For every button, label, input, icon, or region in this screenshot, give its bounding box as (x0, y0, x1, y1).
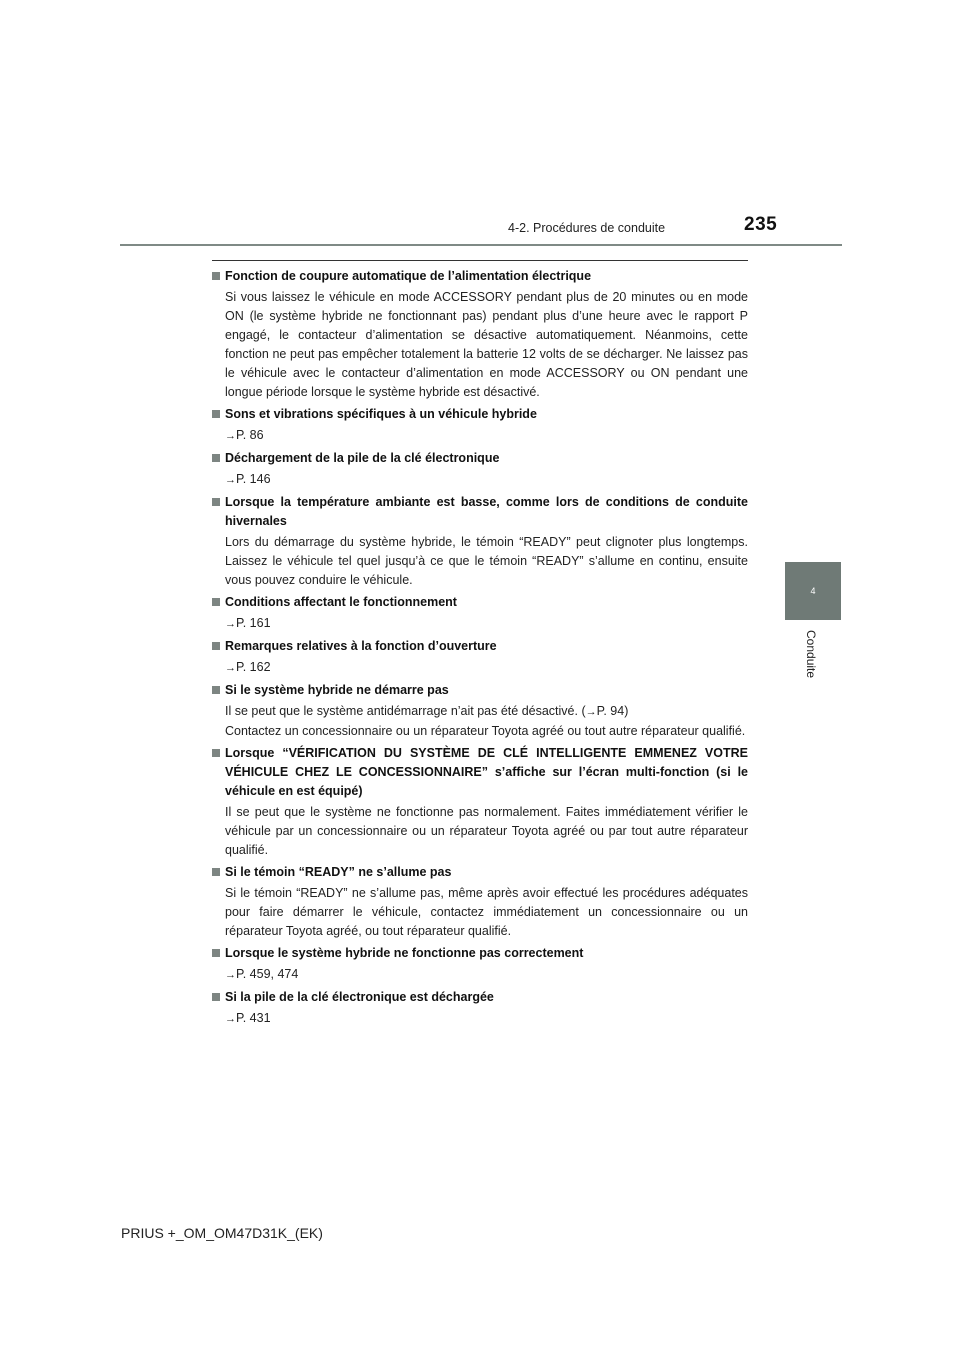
page-reference: →P. 162 (225, 660, 271, 674)
section-key-battery-discharge (212, 449, 748, 490)
arrow-right-icon: → (225, 618, 236, 630)
square-bullet-icon (212, 686, 220, 694)
arrow-right-icon: → (225, 430, 236, 442)
page-reference: →P. 146 (225, 472, 271, 486)
main-content (212, 267, 748, 1032)
section-title: Conditions affectant le fonctionnement (212, 593, 748, 612)
section-body: Si vous laissez le véhicule en mode ACCESSORY pendant plus de 20 minutes ou en mode ON (le système hybride ne fonctionnant pas) pendant plus d’une heure avec le rapport P engagé, le contacteur d’alimentation se désactive automatiquement. Néanmoins, cette fonction ne peut pas empêcher totalement la batterie 12 volts de se décharger. Ne laissez pas le véhicule avec le contacteur d’alimentation en mode ACCESSORY ou ON pendant une longue période lorsque le système hybride est désactivé. (225, 290, 748, 399)
square-bullet-icon (212, 949, 220, 957)
section-title: Remarques relatives à la fonction d’ouverture (212, 637, 748, 656)
page-reference: →P. 459, 474 (225, 967, 299, 981)
square-bullet-icon (212, 272, 220, 280)
page-reference: →P. 431 (225, 1011, 271, 1025)
arrow-right-icon: → (225, 474, 236, 486)
section-unlock-remarks (212, 637, 748, 678)
section-ready-not-lit (212, 863, 748, 941)
section-body: Il se peut que le système antidémarrage n’ait pas été désactivé. (→P. 94) (225, 704, 629, 718)
page-number: 235 (744, 214, 778, 235)
arrow-right-icon: → (585, 706, 597, 718)
section-hybrid-malfunction (212, 944, 748, 985)
section-title: Lorsque la température ambiante est basse, comme lors de conditions de conduite hivernales (212, 493, 748, 531)
arrow-right-icon: → (225, 662, 236, 674)
section-title: Si la pile de la clé électronique est déchargée (212, 988, 748, 1007)
arrow-right-icon: → (225, 969, 236, 981)
section-title: Sons et vibrations spécifiques à un véhicule hybride (212, 405, 748, 424)
section-low-temperature (212, 493, 748, 590)
section-body: Il se peut que le système ne fonctionne pas normalement. Faites immédiatement vérifier le véhicule par un concessionnaire ou un réparateur Toyota agréé ou par tout autre réparateur qualifié. (225, 805, 748, 857)
section-title: Lorsque “VÉRIFICATION DU SYSTÈME DE CLÉ INTELLIGENTE EMMENEZ VOTRE VÉHICULE CHEZ LE CONCESSIONNAIRE” s’affiche sur l’écran multi-fonction (si le véhicule en est équipé) (212, 744, 748, 801)
section-title: Si le système hybride ne démarre pas (212, 681, 748, 700)
section-smart-key-check (212, 744, 748, 860)
square-bullet-icon (212, 454, 220, 462)
content-top-rule (212, 260, 748, 261)
section-body: Si le témoin “READY” ne s’allume pas, même après avoir effectué les procédures adéquates pour faire démarrer le véhicule, contactez immédiatement un concessionnaire ou un réparateur Toyota agréé, ou tout réparateur qualifié. (225, 886, 748, 938)
section-title: Si le témoin “READY” ne s’allume pas (212, 863, 748, 882)
chapter-label (784, 630, 842, 690)
square-bullet-icon (212, 498, 220, 506)
square-bullet-icon (212, 410, 220, 418)
chapter-tab (785, 562, 841, 620)
section-operating-conditions (212, 593, 748, 634)
square-bullet-icon (212, 868, 220, 876)
header-section-title: 4-2. Procédures de conduite (508, 221, 666, 235)
chapter-number: 4 (810, 586, 816, 596)
section-hybrid-sounds (212, 405, 748, 446)
page-reference: →P. 86 (225, 428, 264, 442)
chapter-label-text: Conduite (804, 630, 818, 679)
section-title: Lorsque le système hybride ne fonctionne pas correctement (212, 944, 748, 963)
document-code-footer: PRIUS +_OM_OM47D31K_(EK) (121, 1225, 323, 1241)
section-title: Déchargement de la pile de la clé électronique (212, 449, 748, 468)
square-bullet-icon (212, 749, 220, 757)
section-auto-power-off (212, 267, 748, 402)
square-bullet-icon (212, 642, 220, 650)
header-rule (120, 244, 842, 246)
square-bullet-icon (212, 598, 220, 606)
section-hybrid-not-starting (212, 681, 748, 741)
section-key-battery-dead (212, 988, 748, 1029)
square-bullet-icon (212, 993, 220, 1001)
section-title: Fonction de coupure automatique de l’alimentation électrique (212, 267, 748, 286)
arrow-right-icon: → (225, 1013, 236, 1025)
section-body: Lors du démarrage du système hybride, le témoin “READY” peut clignoter plus longtemps. Laissez le véhicule tel quel jusqu’à ce que le témoin “READY” s’allume en continu, ensuite vous pouvez conduire le véhicule. (225, 535, 748, 587)
page-reference: →P. 161 (225, 616, 271, 630)
section-body-2: Contactez un concessionnaire ou un réparateur Toyota agréé ou tout autre réparateur qualifié. (225, 724, 746, 738)
